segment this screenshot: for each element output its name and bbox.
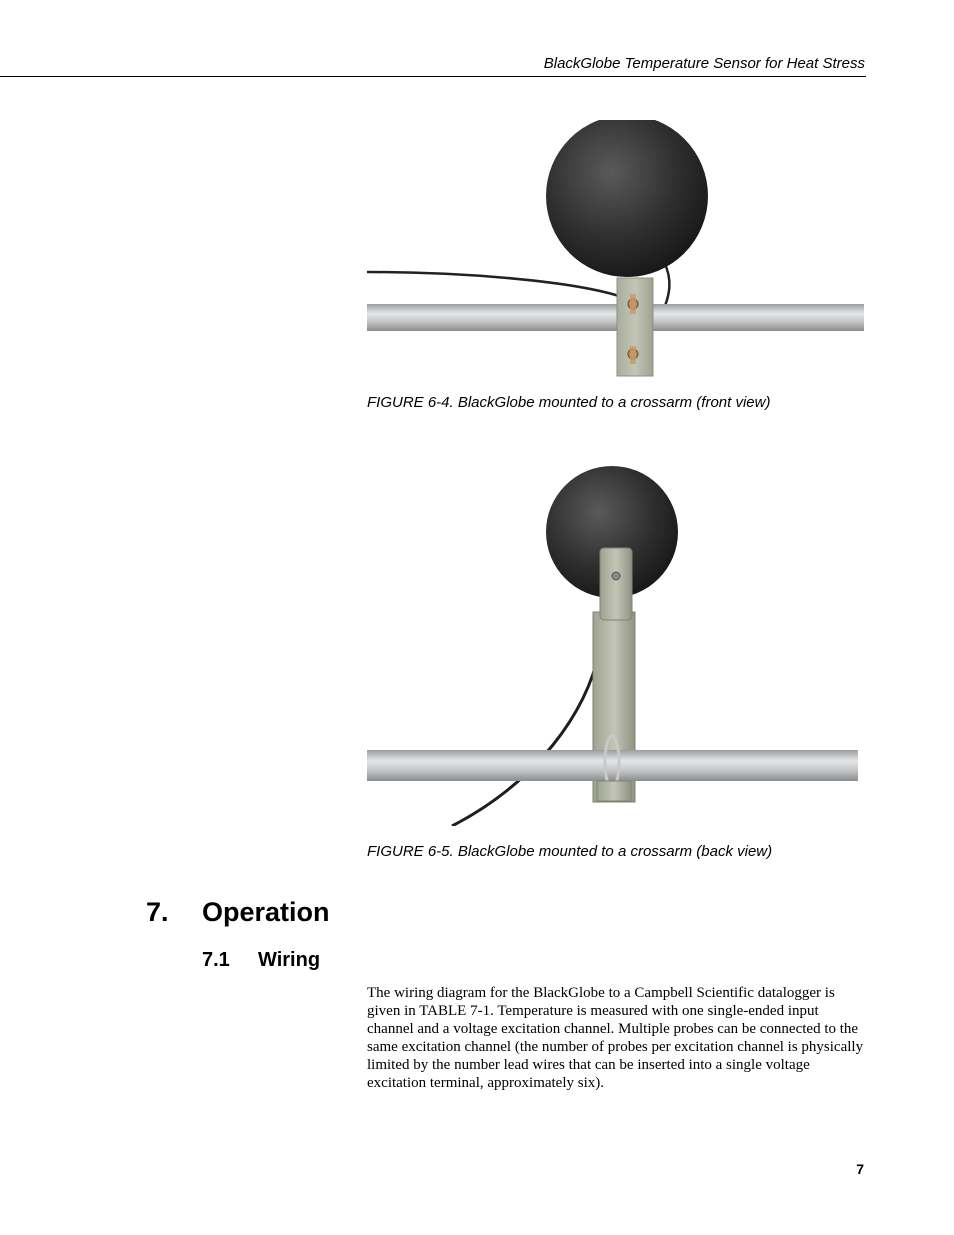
body-paragraph: The wiring diagram for the BlackGlobe to a Campbell Scientific datalogger is given in TABLE 7-1. Temperature is measured with one single-ended input channel and a voltage excitation channel. Multiple probes can be connected to the same excitation channel (the number of probes per excitation channel is physically limited by the number lead wires that can be inserted into a single voltage excitation terminal, approximately six). [367, 985, 864, 1091]
section-heading [146, 897, 330, 928]
section-title: Operation [202, 897, 330, 927]
figure-caption: FIGURE 6-5. BlackGlobe mounted to a crossarm (back view) [367, 843, 773, 860]
subsection-title: Wiring [258, 949, 321, 971]
running-header: BlackGlobe Temperature Sensor for Heat Stress [543, 55, 865, 72]
subsection-heading [202, 949, 320, 972]
page-number: 7 [856, 1161, 864, 1177]
section-number: 7. [146, 897, 169, 927]
header-rule [0, 76, 866, 77]
subsection-number: 7.1 [202, 949, 230, 971]
figure-caption: FIGURE 6-4. BlackGlobe mounted to a crossarm (front view) [367, 394, 771, 411]
figure-back-view-photo [367, 462, 859, 826]
figure-front-view-photo [367, 120, 865, 378]
